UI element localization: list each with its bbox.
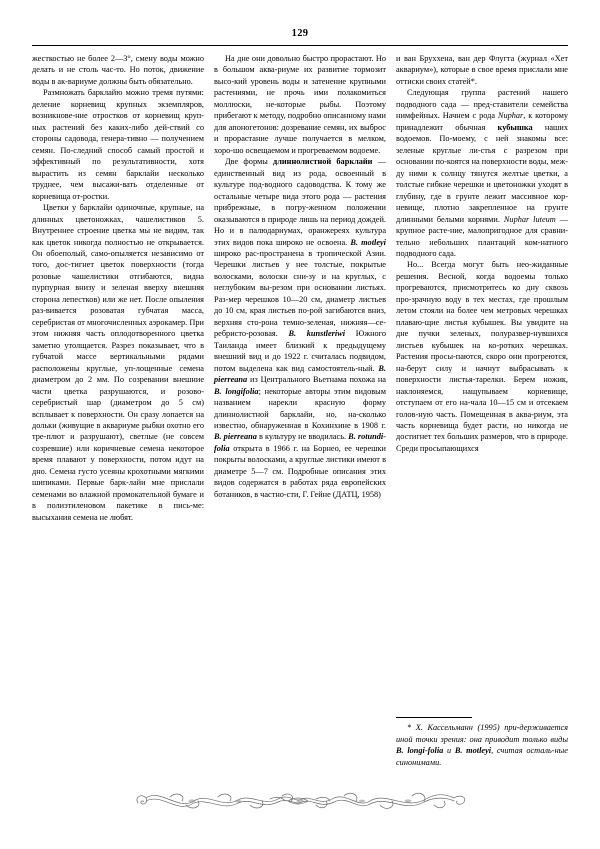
paragraph	[396, 53, 568, 87]
text-run: в культуру не вводилась.	[256, 432, 349, 442]
text-run: На дне они довольно быстро прорастают. Но в большом аква-риуме их развитие тормозит высо-кий уровень воды и затенение крупными растениями, не прочь ими полакомиться моллюски, не-которые рыбы. Поэтому прибегают к методу, подробно описанному нами для апоногетонов: дозревание семян, их выброс и прорастание лучше получается в мелком, хоро-шо освещаемом и прогреваемом водоеме.	[214, 54, 386, 155]
emphasis-italic: Nuphar	[497, 111, 524, 121]
paragraph	[32, 53, 204, 87]
text-run: Размножать барклайю можно тремя путями: деление корневищ крупных экземпляров, возникнове-ние отростков от корневищ круп-ных растений без каких-либо дей-ствий со стороны садовода, генера-тивно — получением семян. По-следний способ самый простой и эффективный по результативности, хотя вырастить из семян барклайи несколько труднее, чем высажи-вать отделенные от корневища от-ростки.	[32, 88, 204, 201]
species-name: B. motleyi	[454, 746, 492, 756]
emphasis-italic: Nuphar luteum	[503, 214, 556, 224]
text-run: широко рас-пространена в тропической Азии. Черешки листьев у нее толстые, покрытые волосками, волоски сни-зу и на круглых, с неглубоким вы-резом при основании листьях. Раз-мер черешков 10—20 см, диаметр листьев до 10 см, края листьев по-рой загибаются вниз, верхняя сто-рона темно-зеленая, нижняя—се-ребристо-розовая.	[214, 248, 386, 339]
species-name: B. longi-folia	[396, 746, 444, 756]
page-number: 129	[291, 28, 309, 39]
paragraph	[32, 87, 204, 202]
footnote-block	[396, 717, 568, 768]
species-name: B. longifolia	[214, 386, 259, 396]
footnote-run: * Х. Кассельманн (1995) при-держивается иной точки зрения: она приводит только виды	[396, 723, 568, 744]
emphasis-bold: длиннолистной барклайи	[273, 157, 373, 167]
column-3	[396, 53, 568, 768]
species-name: B. motleyi	[350, 237, 386, 247]
floral-divider-ornament	[130, 785, 470, 819]
text-run: , к которому принадлежит обычная	[396, 111, 568, 132]
text-run: Следующая группа растений нашего подводного сада — пред-ставители семейства нимфейных. Начнем с рода	[396, 88, 568, 121]
species-name: B. kunstleriwi	[288, 329, 346, 339]
column-2	[214, 53, 386, 768]
text-columns	[32, 53, 568, 768]
paragraph	[396, 259, 568, 454]
footnote-run: и	[443, 746, 455, 756]
text-run: — единственный вид из рода, освоенный в культуре под-водного садоводства. К тому же остальные четыре вида этого рода — растения прибрежные, в погру-женном положении оказываются в природе лишь на период дождей. Но и в палюдариумах, оранжереях культура этих видов пока широко не освоена.	[214, 157, 386, 247]
header-rule	[32, 45, 568, 46]
text-run: из Центрального Вьетнама похожа на	[247, 375, 386, 385]
footnote-text	[396, 722, 568, 768]
text-run: жесткостью не более 2—3°, смену воды можно делать и не столь час-то. Но поток, движение воды в ак-вариуме должны быть обязательно.	[32, 54, 204, 86]
emphasis-bold: кубышка	[497, 122, 533, 132]
column-1	[32, 53, 204, 768]
species-name: B. rotundi-folia	[214, 432, 386, 453]
text-run: открыта в 1966 г. на Борнео, ее черешки покрыты волосками, а круглые листики имеют в диаметре 5—7 см. Подробные описания этих видов содержатся в работах ряда европейских ботаников, в частно-сти, Г. Гейне (ДАТЦ, 1958)	[214, 443, 386, 499]
species-name: B. pierreana	[214, 363, 386, 385]
paragraph	[214, 53, 386, 156]
paragraph	[396, 87, 568, 259]
text-run: и ван Бруххена, ван дер Флугта (журнал «Хет аквариум»), которые в свое время прислали мне оттиски своих статей*.	[396, 54, 568, 86]
text-run: Но... Всегда могут быть нео-жиданные решения. Весной, когда водоемы только прогреваются, присмотритесь ко дну сквозь про-зрачную воду в тех местах, где прошлым летом стояли на более чем метровых черешках плаваю-щие листья кубышек. Вы увидите на дне пучки зеленых, полуразвер-нувшихся листьев кубышек на ко-ротких черешках. Растения просы-паются, скоро они прогреются, на-берут силу и начнут выбрасывать к поверхности листья-тарелки. Берем ножик, наклоняемся, нащупываем корневище, отступаем от его на-чала 10—15 см и отсекаем голов-ную часть. Помещенная в аква-риум, эта часть корневища будет расти, но никогда не достигнет тех больших размеров, что в природе. Среди просыпающихся	[396, 260, 568, 453]
text-run: Цветки у барклайи одиночные, крупные, на длинных цветоножках, чашелистиков 5. Внутреннее строение цветка мы не видим, так как цветок никогда полностью не открывается. Он обоеполый, само-опыляется независимо от того, дос-тигнет цветок поверхности (тогда розовые чашелистики отгибаются, видна пурпурная внизу и зеленая вверху внешняя сторона лепестков) или же нет. После опыления раз-вивается розоватая губчатая масса, серебристая от многочисленных аэрокамер. При этом нижняя часть оплодотворенного цветка заметно утолщается. Разрез показывает, что в губчатой массе вертикальными рядами расположены круглые, уп-лощенные семена диаметром до 2 мм. По созревании внешние части цветка разрушаются, и розово-серебристый шар (диаметром до 5 см) всплывает к поверхности. Он сразу лопается на дольки (живущие в аквариуме рыбки охотно его тре-плют и разрушают), светлые (не совсем созревшие) или коричневые семена некоторое время плавают у поверхности, потом идут на дно. Семена густо усеяны крохотными мягкими шипиками. Первые барк-лайи мне прислали семенами во влажной промокательной бумаге и в полиэтиленовом пакетике в пись-ме: высыхания семена не любят.	[32, 203, 204, 522]
paragraph	[214, 156, 386, 500]
species-name: B. pierreana	[214, 432, 257, 442]
paragraph	[32, 202, 204, 523]
text-run: — крупное расте-ние, малопригодное для сравни-тельно небольших плантаций ком-натного подводного сада.	[396, 214, 568, 258]
text-run: наших водоемов. По-моему, с ней знакомы все: зеленые круглые ли-стья с разрезом при основании по-коятся на поверхности воды, меж-ду ними к солнцу тянутся желтые цветки, а толстые гибкие черешки и цветоножки уходят в глубину, где в грунте лежит массивное кор-невище, плотно закрепленное на грунте длинными белыми корнями.	[396, 122, 569, 224]
text-run: Южного Таиланда имеет близкий к предыдущему внешний вид и до 1922 г. считалась подвидом, потом выделена как вид самостоятель-ный.	[214, 329, 387, 373]
text-run: ; некоторые авторы этим видовым названием нарекли красную форму длиннолистной барклайи, но, на-сколько известно, обнаруженная в Кохинхине в 1908 г.	[214, 386, 387, 430]
footnote-separator-rule	[396, 717, 472, 718]
footnote-run: , считая осталь-ные синонимами.	[396, 746, 568, 767]
text-run: Две формы	[225, 157, 274, 167]
